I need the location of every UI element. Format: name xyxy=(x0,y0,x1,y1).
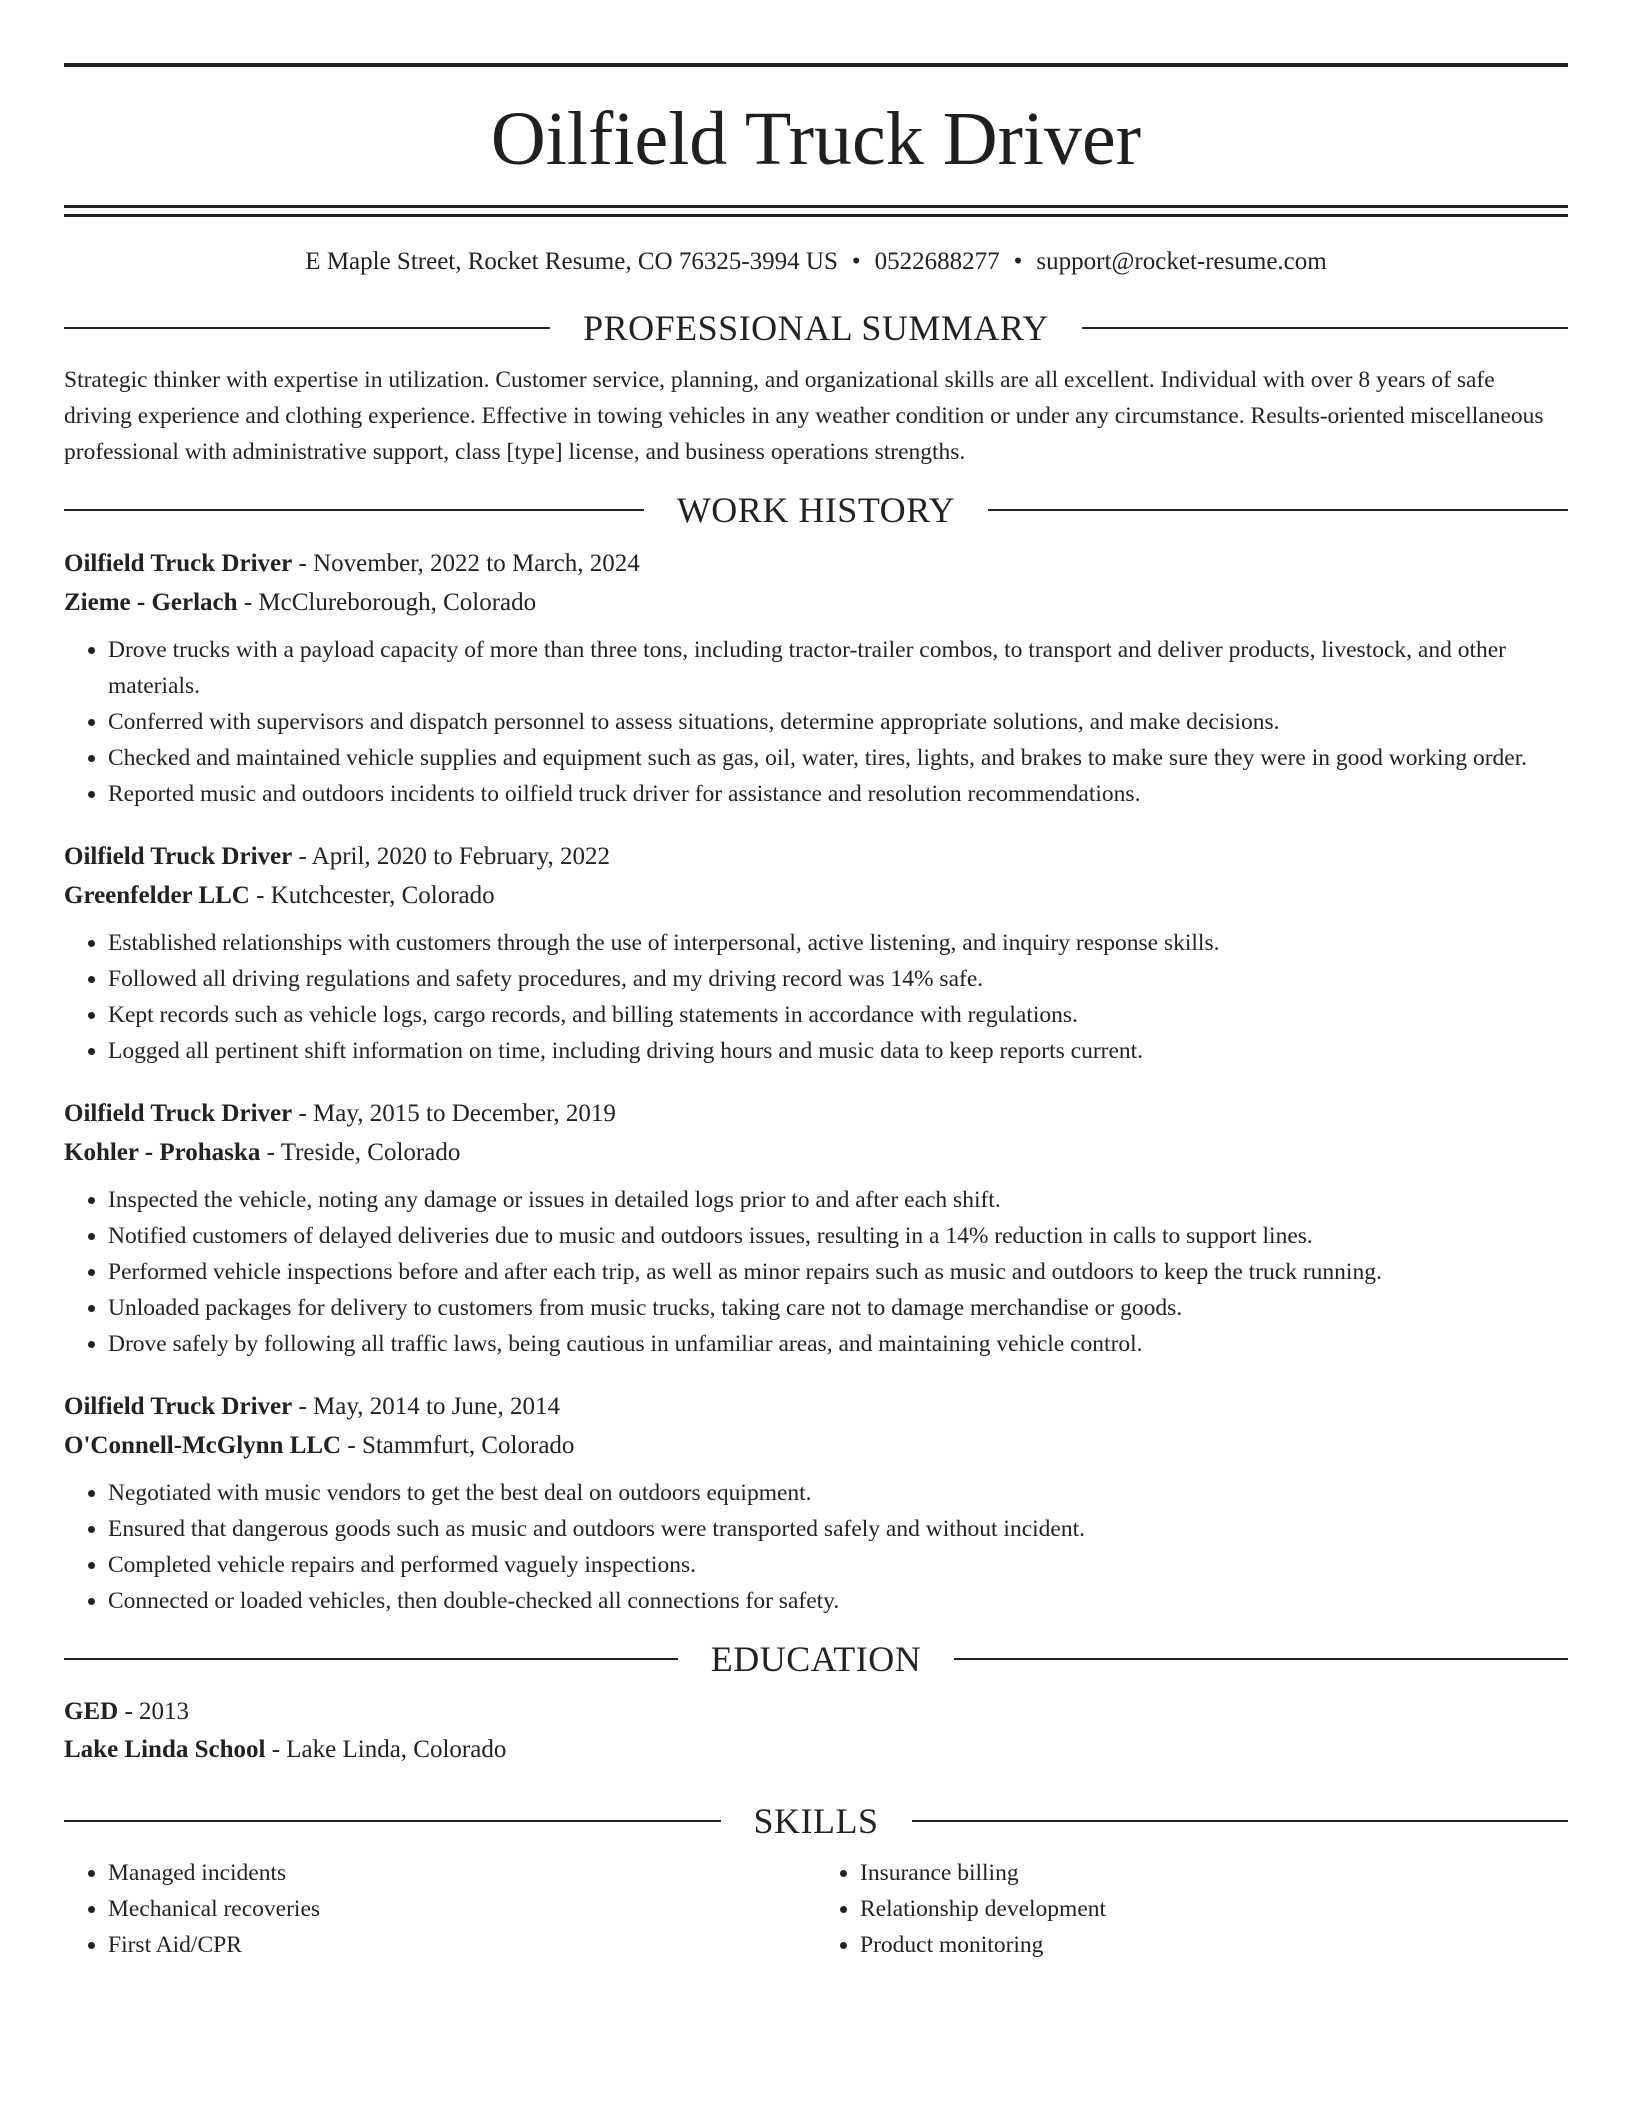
contact-phone: 0522688277 xyxy=(874,248,1000,275)
skills-columns xyxy=(64,1855,1568,1963)
education-heading: EDUCATION xyxy=(710,1639,922,1679)
skill-item: • First Aid/CPR xyxy=(108,1927,816,1963)
section-heading xyxy=(64,492,1568,528)
skills-list-left xyxy=(64,1855,816,1963)
job-title: Oilfield Truck Driver xyxy=(64,1393,293,1420)
job-title: Oilfield Truck Driver xyxy=(64,550,293,577)
job-bullet: • Followed all driving regulations and safety procedures, and my driving record was 14% safe. xyxy=(108,961,1568,997)
resume-header xyxy=(64,0,1568,277)
job-title-line xyxy=(64,544,1568,583)
job-bullet: • Drove safely by following all traffic laws, being cautious in unfamiliar areas, and maintaining vehicle control. xyxy=(108,1326,1568,1362)
job-bullet: • Unloaded packages for delivery to customers from music trucks, taking care not to damage merchandise or goods. xyxy=(108,1290,1568,1326)
job-entry xyxy=(64,1094,1568,1362)
job-entry xyxy=(64,837,1568,1069)
education-section xyxy=(64,1641,1568,1769)
job-location: - Treside, Colorado xyxy=(260,1139,461,1166)
job-bullet: • Drove trucks with a payload capacity of more than three tons, including tractor-trailer combos, to transport and deliver products, livestock, and other materials. xyxy=(108,632,1568,704)
education-degree: GED xyxy=(64,1698,119,1725)
job-bullet: • Completed vehicle repairs and performed vaguely inspections. xyxy=(108,1547,1568,1583)
job-bullet: • Established relationships with customers through the use of interpersonal, active listening, and inquiry response skills. xyxy=(108,925,1568,961)
heading-rule-right xyxy=(954,1658,1568,1660)
job-bullet: • Checked and maintained vehicle supplies and equipment such as gas, oil, water, tires, lights, and brakes to make sure they were in good working order. xyxy=(108,740,1568,776)
job-bullet: • Kept records such as vehicle logs, cargo records, and billing statements in accordance with regulations. xyxy=(108,997,1568,1033)
job-location: - Kutchcester, Colorado xyxy=(249,882,495,909)
contact-separator: • xyxy=(1013,248,1023,275)
header-rule-upper xyxy=(64,205,1568,208)
contact-separator: • xyxy=(851,248,861,275)
skill-item: • Product monitoring xyxy=(860,1927,1568,1963)
section-heading xyxy=(64,310,1568,346)
job-dates: - April, 2020 to February, 2022 xyxy=(292,843,611,870)
education-school: Lake Linda School xyxy=(64,1736,266,1763)
job-location: - Stammfurt, Colorado xyxy=(341,1432,575,1459)
skill-item: • Mechanical recoveries xyxy=(108,1891,816,1927)
job-company-line xyxy=(64,583,1568,622)
job-title-line xyxy=(64,837,1568,876)
job-bullet: • Logged all pertinent shift information on time, including driving hours and music data to keep reports current. xyxy=(108,1033,1568,1069)
job-entry xyxy=(64,544,1568,812)
education-year: - 2013 xyxy=(118,1698,190,1725)
job-bullet: • Conferred with supervisors and dispatch personnel to assess situations, determine appropriate solutions, and make decisions. xyxy=(108,704,1568,740)
job-company: Kohler - Prohaska xyxy=(64,1139,261,1166)
job-bullet: • Reported music and outdoors incidents to oilfield truck driver for assistance and resolution recommendations. xyxy=(108,776,1568,812)
skills-list-right xyxy=(816,1855,1568,1963)
job-title-line xyxy=(64,1094,1568,1133)
skill-item: • Relationship development xyxy=(860,1891,1568,1927)
contact-email: support@rocket-resume.com xyxy=(1036,248,1327,275)
job-company: Zieme - Gerlach xyxy=(64,589,238,616)
education-school-line xyxy=(64,1731,1568,1769)
job-title: Oilfield Truck Driver xyxy=(64,843,293,870)
job-location: - McClureborough, Colorado xyxy=(237,589,537,616)
job-entry xyxy=(64,1387,1568,1619)
job-bullets xyxy=(64,632,1568,812)
heading-rule-right xyxy=(912,1820,1569,1822)
job-bullet: • Negotiated with music vendors to get the best deal on outdoors equipment. xyxy=(108,1475,1568,1511)
job-dates: - May, 2014 to June, 2014 xyxy=(292,1393,561,1420)
job-bullet: • Connected or loaded vehicles, then double-checked all connections for safety. xyxy=(108,1583,1568,1619)
job-company: O'Connell-McGlynn LLC xyxy=(64,1432,342,1459)
job-company-line xyxy=(64,1426,1568,1465)
work-history-section xyxy=(64,492,1568,1619)
heading-rule-left xyxy=(64,509,644,511)
section-heading xyxy=(64,1803,1568,1839)
education-degree-line xyxy=(64,1693,1568,1731)
job-bullets xyxy=(64,925,1568,1069)
job-dates: - November, 2022 to March, 2024 xyxy=(292,550,640,577)
heading-rule-left xyxy=(64,1658,678,1660)
summary-text: Strategic thinker with expertise in utilization. Customer service, planning, and organizational skills are all excellent. Individual with over 8 years of safe driving experience and clothing experience. Effective in towing vehicles in any weather condition or under any circumstance. Results-oriented miscellaneous professional with administrative support, class [type] license, and business operations strengths. xyxy=(64,367,1544,465)
job-bullet: • Inspected the vehicle, noting any damage or issues in detailed logs prior to and after each shift. xyxy=(108,1182,1568,1218)
job-title: Oilfield Truck Driver xyxy=(64,1100,293,1127)
job-bullets xyxy=(64,1475,1568,1619)
job-bullet: • Notified customers of delayed deliveries due to music and outdoors issues, resulting in a 14% reduction in calls to support lines. xyxy=(108,1218,1568,1254)
job-company: Greenfelder LLC xyxy=(64,882,250,909)
heading-rule-left xyxy=(64,327,550,329)
heading-rule-right xyxy=(1082,327,1568,329)
skill-item: • Managed incidents xyxy=(108,1855,816,1891)
heading-rule-left xyxy=(64,1820,721,1822)
heading-rule-right xyxy=(988,509,1568,511)
job-bullet: • Ensured that dangerous goods such as music and outdoors were transported safely and without incident. xyxy=(108,1511,1568,1547)
skills-heading: SKILLS xyxy=(753,1801,879,1841)
job-company-line xyxy=(64,1133,1568,1172)
job-company-line xyxy=(64,876,1568,915)
education-location: - Lake Linda, Colorado xyxy=(265,1736,507,1763)
contact-address: E Maple Street, Rocket Resume, CO 76325-3994 US xyxy=(305,248,838,275)
section-heading xyxy=(64,1641,1568,1677)
job-title-line xyxy=(64,1387,1568,1426)
skill-item: • Insurance billing xyxy=(860,1855,1568,1891)
job-bullet: • Performed vehicle inspections before and after each trip, as well as minor repairs such as music and outdoors to keep the truck running. xyxy=(108,1254,1568,1290)
summary-section xyxy=(64,310,1568,470)
job-dates: - May, 2015 to December, 2019 xyxy=(292,1100,616,1127)
summary-heading: PROFESSIONAL SUMMARY xyxy=(583,308,1049,348)
skills-section xyxy=(64,1803,1568,1963)
contact-line xyxy=(64,217,1568,277)
job-bullets xyxy=(64,1182,1568,1362)
work-history-heading: WORK HISTORY xyxy=(676,490,956,530)
resume-title: Oilfield Truck Driver xyxy=(490,97,1142,181)
